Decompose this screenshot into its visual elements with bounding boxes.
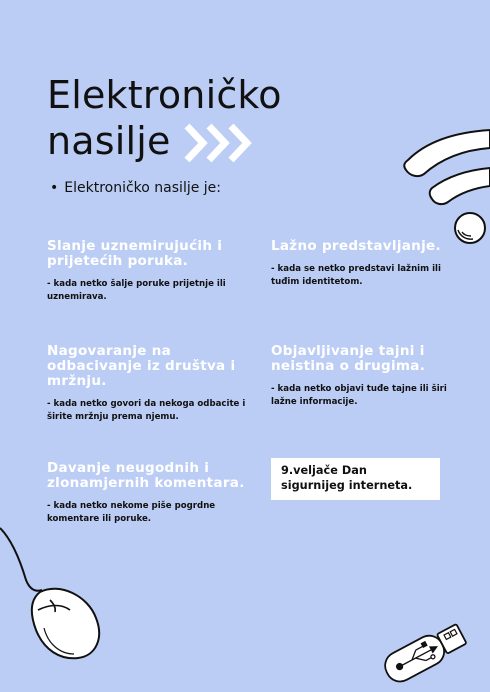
safer-internet-day-box: 9.veljače Dan sigurnijeg interneta.	[271, 458, 440, 500]
chevron-arrows-icon	[183, 122, 263, 164]
intro-text: Elektroničko nasilje je:	[64, 180, 222, 196]
title-line-1: Elektroničko	[47, 73, 282, 117]
item-heading: Slanje uznemirujućih i prijetećih poruka.	[47, 238, 223, 269]
bullet-icon: •	[50, 180, 59, 196]
item-heading: Lažno predstavljanje.	[271, 238, 441, 254]
item-lazno-predstavljanje	[271, 239, 451, 289]
usb-stick-icon	[372, 613, 472, 685]
title-line-2: nasilje	[47, 119, 171, 163]
item-description: - kada se netko predstavi lažnim ili tuđim identitetom.	[271, 264, 441, 287]
item-heading: Davanje neugodnih i zlonamjernih komentara.	[47, 460, 245, 491]
item-description: - kada netko šalje poruke prijetnje ili uznemirava.	[47, 279, 226, 302]
intro-line	[50, 180, 221, 196]
item-nagovaranje	[47, 344, 252, 424]
wifi-icon	[398, 128, 490, 246]
item-description: - kada netko govori da nekoga odbacite i širite mržnju prema njemu.	[47, 399, 246, 422]
item-objavljivanje-tajni	[271, 344, 456, 409]
item-uznemirujuce-poruke	[47, 239, 247, 304]
computer-mouse-icon	[0, 510, 120, 660]
item-description: - kada netko objavi tuđe tajne ili širi lažne informacije.	[271, 384, 447, 407]
item-description: - kada netko nekome piše pogrdne komentare ili poruke.	[47, 501, 216, 524]
item-heading: Objavljivanje tajni i neistina o drugima.	[271, 343, 426, 374]
item-heading: Nagovaranje na odbacivanje iz društva i mržnju.	[47, 343, 236, 389]
